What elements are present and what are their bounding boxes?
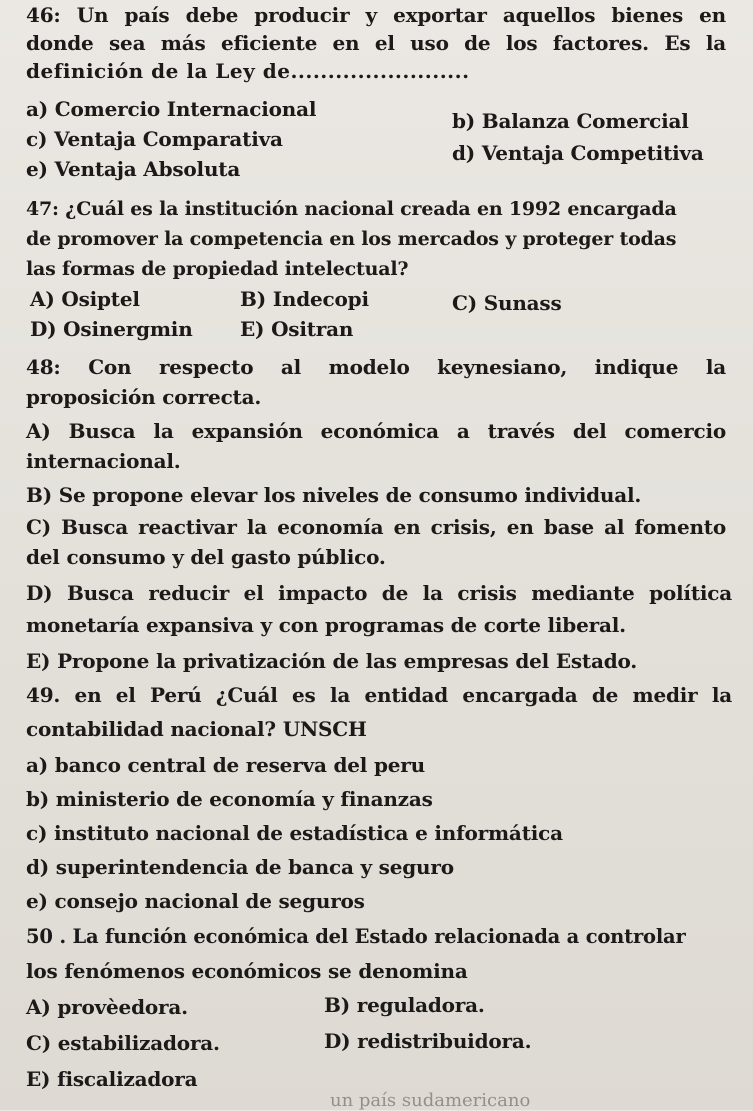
q46-stem-line-2: donde sea más eficiente en el uso de los factores. Es la	[26, 31, 726, 55]
q46-option-d: d) Ventaja Competitiva	[452, 141, 704, 165]
q47-option-b: B) Indecopi	[240, 287, 369, 311]
q50-option-b: B) reguladora.	[324, 993, 485, 1017]
q46-stem-line-3: definición de la Ley de........................	[26, 59, 470, 83]
q47-stem-line-2: de promover la competencia en los mercados y proteger todas	[26, 228, 677, 250]
q48-option-d-line-1: D) Busca reducir el impacto de la crisis mediante política	[26, 581, 732, 605]
q48-stem-line-1: 48: Con respecto al modelo keynesiano, indique la	[26, 355, 726, 379]
q50-stem-line-1: 50 . La función económica del Estado relacionada a controlar	[26, 925, 686, 948]
q49-option-b: b) ministerio de economía y finanzas	[26, 787, 433, 811]
q46-option-c: c) Ventaja Comparativa	[26, 127, 283, 151]
q47-stem-line-1: 47: ¿Cuál es la institución nacional creada en 1992 encargada	[26, 198, 677, 220]
next-question-partial-text: un país sudamericano	[330, 1090, 531, 1111]
q47-option-c: C) Sunass	[452, 291, 562, 315]
q48-option-a-line-1: A) Busca la expansión económica a través del comercio	[26, 419, 726, 443]
q48-stem-line-2: proposición correcta.	[26, 385, 262, 409]
q46-stem-line-1: 46: Un país debe producir y exportar aquellos bienes en	[26, 3, 726, 27]
q49-stem-line-1: 49. en el Perú ¿Cuál es la entidad encargada de medir la	[26, 683, 732, 707]
q48-option-e: E) Propone la privatización de las empresas del Estado.	[26, 649, 638, 673]
q49-option-e: e) consejo nacional de seguros	[26, 889, 365, 913]
q50-option-a: A) provèedora.	[26, 995, 188, 1019]
q46-option-a: a) Comercio Internacional	[26, 97, 317, 121]
q50-option-c: C) estabilizadora.	[26, 1031, 220, 1055]
q50-stem-line-2: los fenómenos económicos se denomina	[26, 959, 468, 983]
q47-stem-line-3: las formas de propiedad intelectual?	[26, 258, 409, 280]
q46-option-b: b) Balanza Comercial	[452, 109, 689, 133]
q47-option-d: D) Osinergmin	[30, 317, 193, 341]
q46-option-e: e) Ventaja Absoluta	[26, 157, 241, 181]
q47-option-a: A) Osiptel	[30, 287, 140, 311]
q49-option-c: c) instituto nacional de estadística e informática	[26, 821, 563, 845]
q48-option-b: B) Se propone elevar los niveles de consumo individual.	[26, 483, 642, 507]
q48-option-d-line-2: monetaría expansiva y con programas de corte liberal.	[26, 613, 626, 637]
q49-stem-line-2: contabilidad nacional? UNSCH	[26, 717, 367, 741]
q47-option-e: E) Ositran	[240, 317, 354, 341]
q48-option-a-line-2: internacional.	[26, 449, 181, 473]
q49-option-a: a) banco central de reserva del peru	[26, 753, 425, 777]
q50-option-e: E) fiscalizadora	[26, 1067, 198, 1091]
q48-option-c-line-2: del consumo y del gasto público.	[26, 545, 386, 569]
q49-option-d: d) superintendencia de banca y seguro	[26, 855, 454, 879]
q50-option-d: D) redistribuidora.	[324, 1029, 532, 1053]
q48-option-c-line-1: C) Busca reactivar la economía en crisis, en base al fomento	[26, 515, 726, 539]
